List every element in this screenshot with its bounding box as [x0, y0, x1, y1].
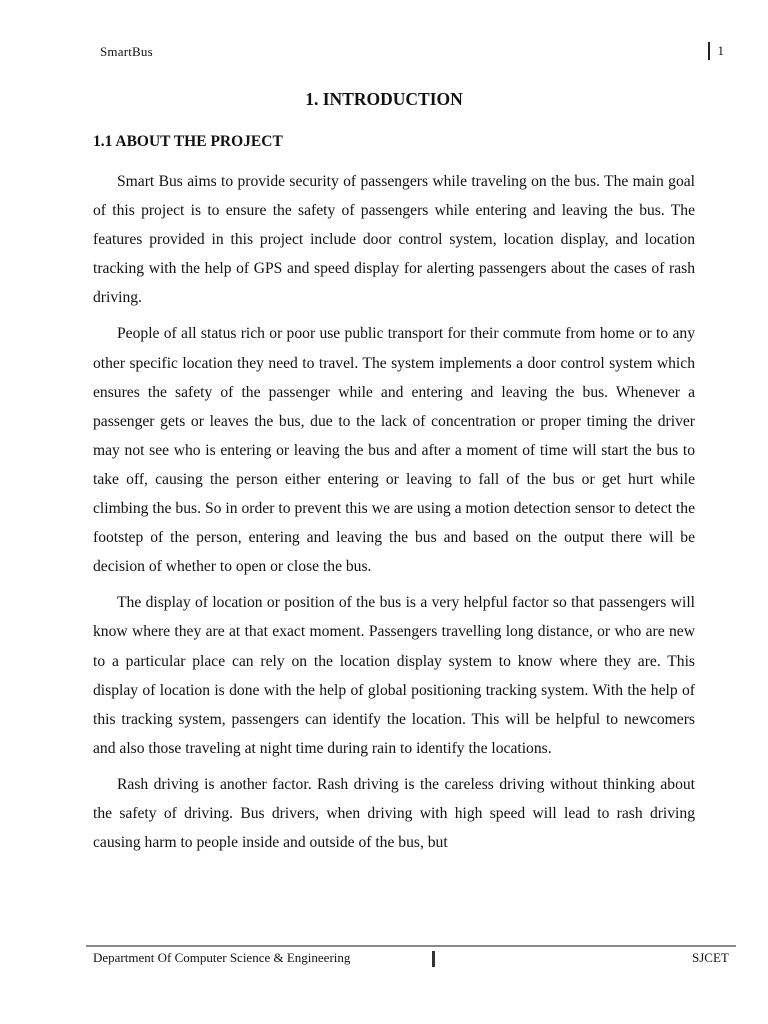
body-text [93, 167, 695, 864]
footer-department: Department Of Computer Science & Engineering [93, 950, 351, 965]
chapter-title: 1. INTRODUCTION [305, 89, 463, 109]
paragraph: People of all status rich or poor use public transport for their commute from home or to any other specific location they need to travel. The system implements a door control system which ensures the safety of the passenger while and entering and leaving the bus. Whenever a passenger gets or leaves the bus, due to the lack of concentration or proper timing the driver may not see who is entering or leaving the bus and after a moment of time will start the bus to take off, causing the person either entering or leaving to fall of the bus or get hurt while climbing the bus. So in order to prevent this we are using a motion detection sensor to detect the footstep of the person, entering and leaving the bus and based on the output there will be decision of whether to open or close the bus. [93, 325, 695, 576]
page-number: 1 [717, 43, 724, 58]
paragraph: The display of location or position of the bus is a very helpful factor so that passengers will know where they are at that exact moment. Passengers travelling long distance, or who are new to a particular place can rely on the location display system to know where they are. This display of location is done with the help of global positioning tracking system. With the help of this tracking system, passengers can identify the location. This will be helpful to newcomers and also those traveling at night time during rain to identify the locations. [93, 594, 695, 757]
footer-institution: SJCET [692, 950, 729, 965]
section-title: 1.1 ABOUT THE PROJECT [93, 133, 283, 150]
paragraph: Rash driving is another factor. Rash driving is the careless driving without thinking about the safety of driving. Bus drivers, when driving with high speed will lead to rash driving causing harm to people inside and outside of the bus, but [93, 775, 695, 852]
footer-divider [432, 951, 435, 967]
paragraph: Smart Bus aims to provide security of passengers while traveling on the bus. The main goal of this project is to ensure the safety of passengers while entering and leaving the bus. The features provided in this project include door control system, location display, and location tracking with the help of GPS and speed display for alerting passengers about the cases of rash driving. [93, 173, 695, 307]
running-header-page [708, 42, 724, 60]
footer-rule [86, 945, 736, 947]
running-header-title: SmartBus [100, 44, 153, 59]
header-divider [708, 42, 710, 60]
